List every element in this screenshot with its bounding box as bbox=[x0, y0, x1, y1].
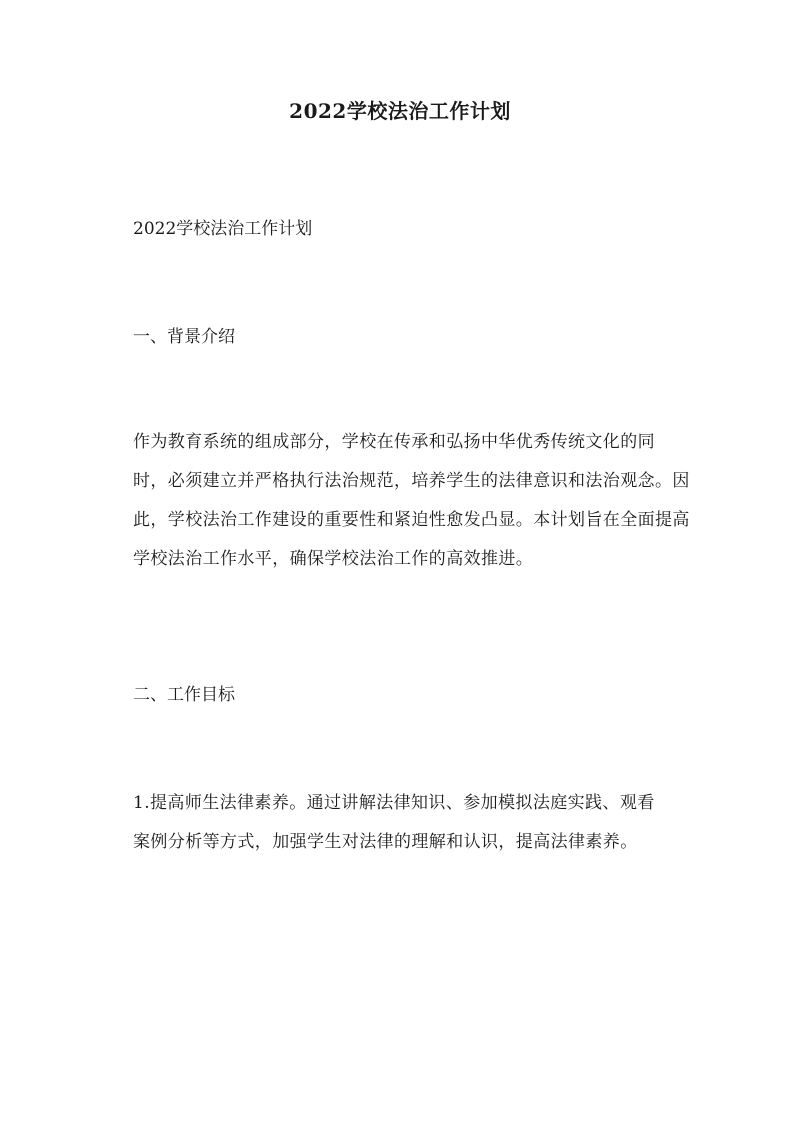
paragraph-line: 此，学校法治工作建设的重要性和紧迫性愈发凸显。本计划旨在全面提高 bbox=[133, 510, 690, 530]
section-heading-background: 一、背景介绍 bbox=[133, 327, 235, 347]
section-heading-goals: 二、工作目标 bbox=[133, 685, 235, 705]
paragraph-line: 时，必须建立并严格执行法治规范，培养学生的法律意识和法治观念。因 bbox=[133, 471, 690, 491]
document-subtitle: 2022学校法治工作计划 bbox=[133, 219, 313, 239]
paragraph-goals bbox=[133, 784, 686, 862]
paragraph-line: 学校法治工作水平，确保学校法治工作的高效推进。 bbox=[133, 549, 534, 569]
paragraph-line: 1.提高师生法律素养。通过讲解法律知识、参加模拟法庭实践、观看 bbox=[133, 793, 655, 813]
paragraph-background bbox=[133, 423, 690, 579]
paragraph-line: 作为教育系统的组成部分，学校在传承和弘扬中华优秀传统文化的同 bbox=[133, 432, 655, 452]
paragraph-line: 案例分析等方式，加强学生对法律的理解和认识，提高法律素养。 bbox=[133, 832, 638, 852]
document-title: 2022学校法治工作计划 bbox=[289, 99, 511, 123]
